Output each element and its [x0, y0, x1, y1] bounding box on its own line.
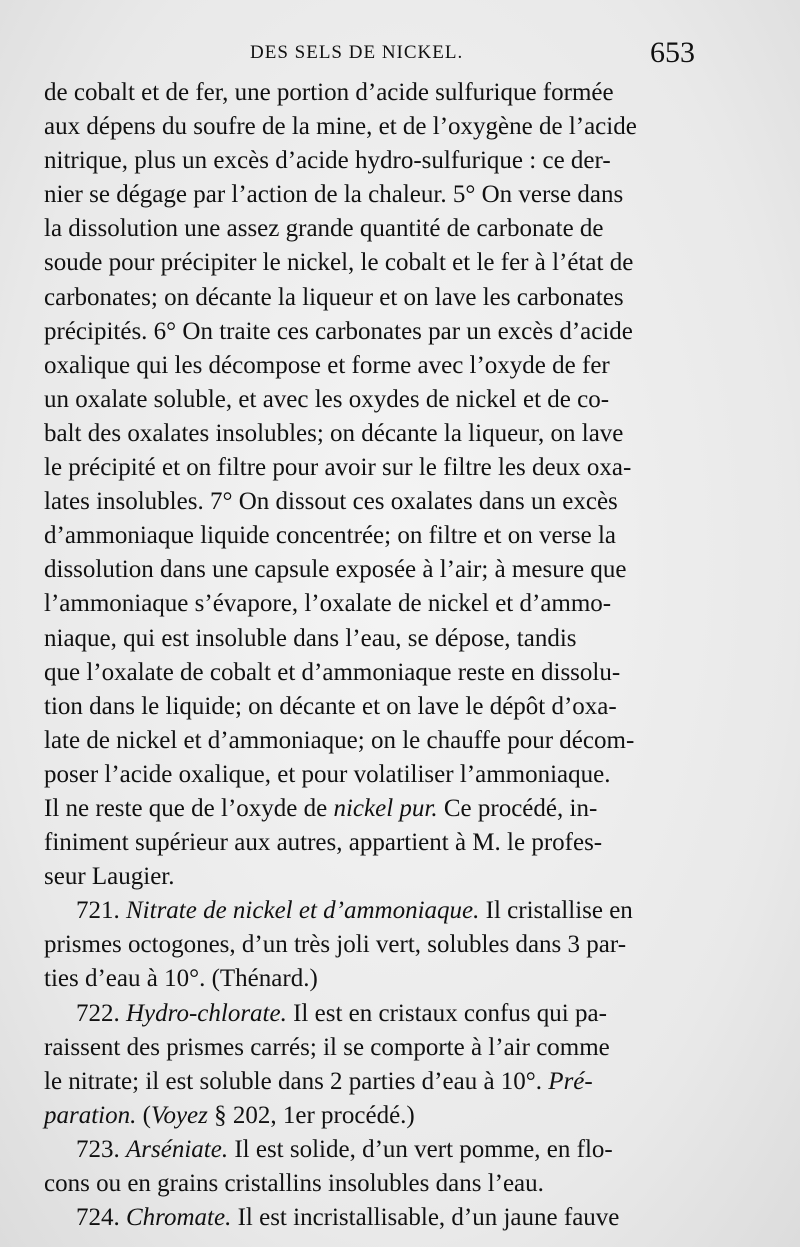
- text-span: § 202, 1er procédé.): [207, 1101, 415, 1129]
- text-line: nitrique, plus un excès d’acide hydro-sulfurique : ce der-: [44, 147, 611, 175]
- text-line: que l’oxalate de cobalt et d’ammoniaque reste en dissolu-: [44, 658, 621, 686]
- text-line: nier se dégage par l’action de la chaleur. 5° On verse dans: [44, 181, 624, 209]
- text-span: Ce procédé, in-: [437, 794, 598, 822]
- text-line: finiment supérieur aux autres, appartient à M. le profes-: [44, 829, 603, 857]
- italic-term-voyez: Voyez: [150, 1101, 208, 1129]
- text-line: précipités. 6° On traite ces carbonates par un excès d’acide: [44, 317, 633, 345]
- text-line: seur Laugier.: [44, 863, 175, 891]
- page-body: [44, 76, 744, 1235]
- entry-number: 721.: [76, 897, 126, 925]
- text-line: un oxalate soluble, et avec les oxydes de nickel et de co-: [44, 385, 610, 413]
- entry-title-hydro-chlorate: Hydro-chlorate.: [126, 999, 287, 1027]
- text-line-nickel-pur: [44, 792, 744, 826]
- text-line: carbonates; on décante la liqueur et on lave les carbonates: [44, 283, 624, 311]
- text-line: cons ou en grains cristallins insolubles dans l’eau.: [44, 1170, 544, 1197]
- text-line-preparation: [44, 1065, 744, 1099]
- italic-term-preparation: Pré-: [548, 1067, 593, 1095]
- text-line: de cobalt et de fer, une portion d’acide sulfurique formée: [44, 79, 614, 106]
- entry-title-arseniate: Arséniate.: [126, 1135, 229, 1163]
- text-line: soude pour précipiter le nickel, le cobalt et le fer à l’état de: [44, 249, 634, 277]
- page-number: 653: [650, 36, 695, 69]
- text-line: raissent des prismes carrés; il se comporte à l’air comme: [44, 1033, 610, 1061]
- text-line: lates insolubles. 7° On dissout ces oxalates dans un excès: [44, 488, 618, 516]
- italic-term-nickel-pur: nickel pur.: [333, 794, 438, 822]
- text-line: oxalique qui les décompose et forme avec l’oxyde de fer: [44, 351, 610, 379]
- text-line: aux dépens du soufre de la mine, et de l’oxygène de l’acide: [44, 113, 637, 141]
- text-line: ties d’eau à 10°. (Thénard.): [44, 965, 318, 993]
- entry-724-heading: [44, 1201, 744, 1235]
- text-span: Il est en cristaux confus qui pa-: [286, 999, 607, 1027]
- text-line: le précipité et on filtre pour avoir sur le filtre les deux oxa-: [44, 454, 632, 482]
- text-line: tion dans le liquide; on décante et on lave le dépôt d’oxa-: [44, 692, 617, 720]
- italic-term-paration: paration.: [44, 1101, 137, 1129]
- text-line: poser l’acide oxalique, et pour volatiliser l’ammoniaque.: [44, 760, 611, 788]
- text-line: niaque, qui est insoluble dans l’eau, se dépose, tandis: [44, 624, 577, 652]
- text-line: balt des oxalates insolubles; on décante la liqueur, on lave: [44, 419, 624, 447]
- text-span: le nitrate; il est soluble dans 2 parties d’eau à 10°.: [44, 1067, 549, 1095]
- text-line: late de nickel et d’ammoniaque; on le chauffe pour décom-: [44, 726, 635, 754]
- text-line: dissolution dans une capsule exposée à l’air; à mesure que: [44, 556, 627, 584]
- running-title: DES SELS DE NICKEL.: [250, 42, 464, 63]
- page-header: [0, 36, 800, 76]
- entry-number: 723.: [76, 1135, 126, 1163]
- text-line: la dissolution une assez grande quantité de carbonate de: [44, 215, 604, 243]
- text-line: d’ammoniaque liquide concentrée; on filtre et on verse la: [44, 522, 616, 550]
- entry-number: 724.: [76, 1204, 126, 1232]
- text-span: Il est incristallisable, d’un jaune fauve: [231, 1204, 620, 1232]
- entry-title-chromate: Chromate.: [126, 1204, 232, 1232]
- text-span: (: [136, 1101, 151, 1129]
- text-line-voyez: [44, 1099, 744, 1133]
- text-line: l’ammoniaque s’évapore, l’oxalate de nickel et d’ammo-: [44, 590, 612, 618]
- entry-723-heading: [44, 1133, 744, 1167]
- entry-722-heading: [44, 997, 744, 1031]
- text-span: Il est solide, d’un vert pomme, en flo-: [228, 1135, 613, 1163]
- entry-title-nitrate: Nitrate de nickel et d’ammoniaque.: [126, 897, 480, 925]
- entry-number: 722.: [76, 999, 126, 1027]
- text-span: Il cristallise en: [479, 897, 633, 925]
- text-span: Il ne reste que de l’oxyde de: [44, 794, 334, 822]
- text-line: prismes octogones, d’un très joli vert, solubles dans 3 par-: [44, 931, 627, 959]
- entry-721-heading: [44, 894, 744, 928]
